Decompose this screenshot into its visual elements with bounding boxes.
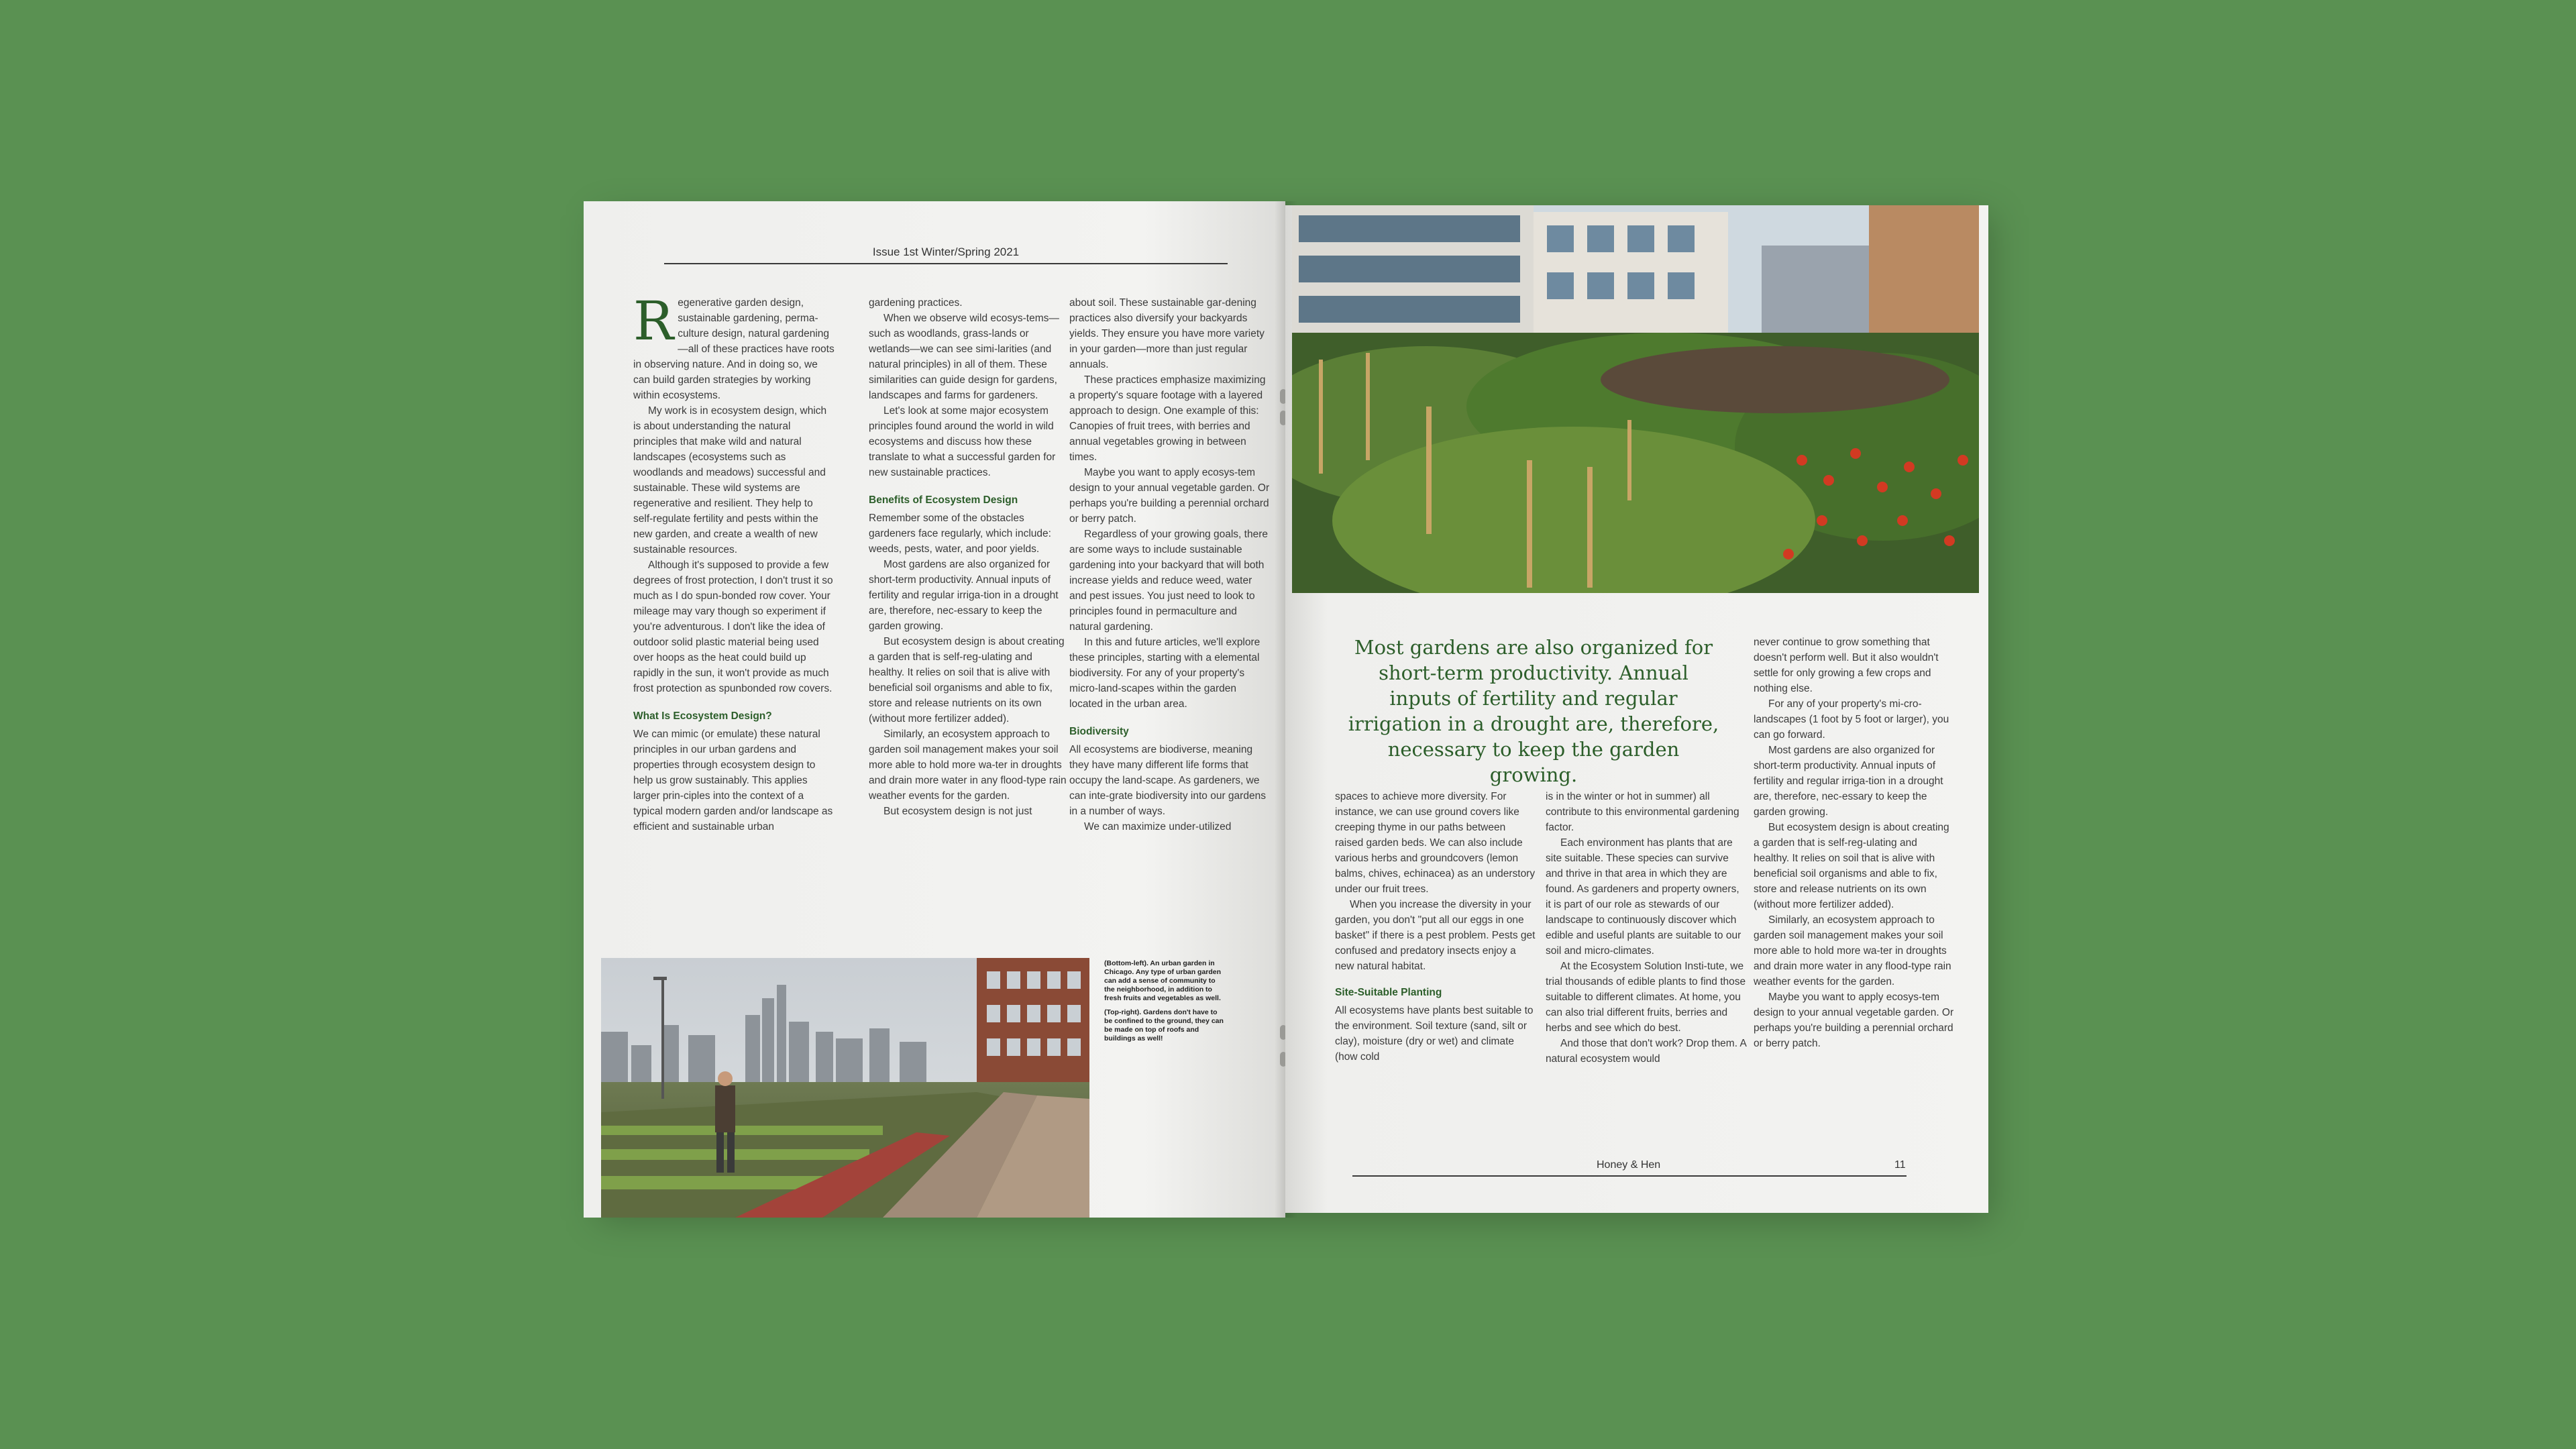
page-number: 11 [1894,1159,1906,1171]
paragraph: We can mimic (or emulate) these natural principles in our urban gardens and properties through ecosystem design to help us grow sustainably. This applies larger prin-ciples into the context of a typical modern garden and/or landscape as efficient and sustainable urban [633,729,833,833]
paragraph: about soil. These sustainable gar-dening practices also diversify your backyards yields. They ensure you have more variety in your garden—more than just regular annuals. [1069,297,1265,370]
paragraph: Although it's supposed to provide a few degrees of frost protection, I don't trust it so much as I do spun-bonded row cover. Your mileage may vary though so experiment if you're adventurous. I don't like the idea of outdoor solid plastic material being used over hoops as the heat could build up rapidly in the sun, it won't provide as much frost protection as spunbonded row covers. [633,559,833,694]
paragraph: is in the winter or hot in summer) all contribute to this environmental gardening factor. [1546,791,1739,833]
article-column-3 [1069,295,1271,835]
paragraph: For any of your property's mi-cro-landscapes (1 foot by 5 foot or larger), you can go forward. [1754,698,1949,741]
left-page [584,201,1285,1218]
paragraph: Remember some of the obstacles gardeners face regularly, which include: weeds, pests, water, and poor yields. [869,513,1051,555]
paragraph: Let's look at some major ecosystem principles found around the world in wild ecosystems and discuss how these translate to what a successful garden for new sustainable practices. [869,405,1056,478]
section-heading: Site-Suitable Planting [1335,987,1442,998]
section-heading: What Is Ecosystem Design? [633,710,772,722]
footer-title: Honey & Hen [1597,1159,1661,1171]
drop-cap: R [633,290,674,352]
paragraph: Regardless of your growing goals, there are some ways to include sustainable gardening into your backyard that will both increase yields and reduce weed, water and pest issues. You just need to look to principles found in permaculture and natural gardening. [1069,529,1268,633]
paragraph: But ecosystem design is about creating a garden that is self-reg-ulating and healthy. It relies on soil that is alive with beneficial soil organisms and able to fix, store and release nutrients on its own (without more fertilizer added). [1754,822,1949,910]
paragraph: spaces to achieve more diversity. For instance, we can use ground covers like creeping thyme in our paths between raised garden beds. We can also include various herbs and groundcovers (lemon balms, chives, echinacea) as an understory under our fruit trees. [1335,791,1536,895]
paragraph: In this and future articles, we'll explore these principles, starting with a elemental biodiversity. For any of your property's micro-land-scapes within the garden located in the urban area. [1069,637,1260,710]
right-page [1285,205,1988,1213]
article-column-6 [1754,635,1955,1051]
article-column-4 [1335,789,1536,1065]
paragraph: Most gardens are also organized for short-term productivity. Annual inputs of fertility and regular irriga-tion in a drought are, therefore, nec-essary to keep the garden growing. [1754,745,1943,818]
caption-bottom-left: (Bottom-left). An urban garden in Chicago. Any type of urban garden can add a sense of community to the neighborhood, in addition to fresh fruits and vegetables as well. [1104,959,1222,1002]
paragraph: Similarly, an ecosystem approach to garden soil management makes your soil more able to hold more wa-ter in droughts and drain more water in any flood-type rain weather events for the garden. [869,729,1067,802]
article-column-1 [633,290,835,835]
pull-quote: Most gardens are also organized for short-term productivity. Annual inputs of fertility and regular irrigation in a drought are, therefore, necessary to keep the garden growing. [1348,636,1719,786]
paragraph: And those that don't work? Drop them. A natural ecosystem would [1546,1038,1746,1065]
paragraph: Most gardens are also organized for short-term productivity. Annual inputs of fertility and regular irriga-tion in a drought are, therefore, nec-essary to keep the garden growing. [869,559,1059,632]
paragraph: But ecosystem design is not just [883,806,1032,817]
caption-top-right: (Top-right). Gardens don't have to be confined to the ground, they can be made on top of roofs and buildings as well! [1104,1008,1224,1042]
paragraph: But ecosystem design is about creating a garden that is self-reg-ulating and healthy. It relies on soil that is alive with beneficial soil organisms and able to fix, store and release nutrients on its own (without more fertilizer added). [869,636,1065,724]
paragraph: When we observe wild ecosys-tems—such as woodlands, grass-lands or wetlands—we can see simi-larities (and natural principles) in all of them. These similarities can guide design for gardens, landscapes and farms for gardeners. [869,313,1059,401]
paragraph: Each environment has plants that are site suitable. These species can survive and thrive in that area in which they are found. As gardeners and property owners, it is part of our role as stewards of our landscape to continuously discover which edible and useful plants are suitable to our soil and micro-climates. [1546,837,1741,957]
rooftop-garden-photo [1292,205,1979,593]
paragraph: Maybe you want to apply ecosys-tem design to your annual vegetable garden. Or perhaps you're building a perennial orchard or berry patch. [1754,991,1954,1049]
footer-rule [1352,1175,1907,1177]
section-heading: Benefits of Ecosystem Design [869,494,1018,506]
article-column-2 [869,295,1070,819]
header-rule [664,263,1228,264]
paragraph: Similarly, an ecosystem approach to garden soil management makes your soil more able to hold more wa-ter in droughts and drain more water in any flood-type rain weather events for the garden. [1754,914,1951,987]
paragraph: egenerative garden design, sustainable gardening, perma-culture design, natural gardening—all of these practices have roots in observing nature. And in doing so, we can build garden strategies by working within ecosystems. [633,297,835,401]
paragraph: All ecosystems are biodiverse, meaning they have many different life forms that occupy the land-scape. As gardeners, we can inte-grate biodiversity into our gardens in a number of ways. [1069,744,1266,817]
paragraph: Maybe you want to apply ecosys-tem design to your annual vegetable garden. Or perhaps you're building a perennial orchard or berry patch. [1069,467,1270,525]
urban-garden-photo [601,958,1089,1218]
paragraph: All ecosystems have plants best suitable to the environment. Soil texture (sand, silt or clay), moisture (dry or wet) and climate (how cold [1335,1005,1534,1063]
paragraph: gardening practices. [869,297,963,309]
paragraph: never continue to grow something that doesn't perform well. But it also wouldn't settle for only growing a few crops and nothing else. [1754,637,1939,694]
paragraph: We can maximize under-utilized [1084,821,1232,833]
photo-caption [1104,959,1225,1049]
paragraph: When you increase the diversity in your garden, you don't "put all our eggs in one basket" if there is a pest problem. Pests get confused and predatory insects enjoy a new natural habitat. [1335,899,1536,972]
article-column-5 [1546,789,1747,1067]
paragraph: These practices emphasize maximizing a property's square footage with a layered approach to design. One example of this: Canopies of fruit trees, with berries and annual vegetables growing in between times. [1069,374,1266,463]
paragraph: At the Ecosystem Solution Insti-tute, we trial thousands of edible plants to find those suitable to different climates. At home, you can also trial different fruits, berries and herbs and see which do best. [1546,961,1746,1034]
paragraph: My work is in ecosystem design, which is about understanding the natural principles that make wild and natural landscapes (ecosystems such as woodlands and meadows) successful and sustainable. These wild systems are regenerative and resilient. They help to self-regulate fertility and pests within the new garden, and create a wealth of new sustainable resources. [633,405,827,555]
section-heading: Biodiversity [1069,726,1129,737]
issue-line: Issue 1st Winter/Spring 2021 [872,246,1020,258]
